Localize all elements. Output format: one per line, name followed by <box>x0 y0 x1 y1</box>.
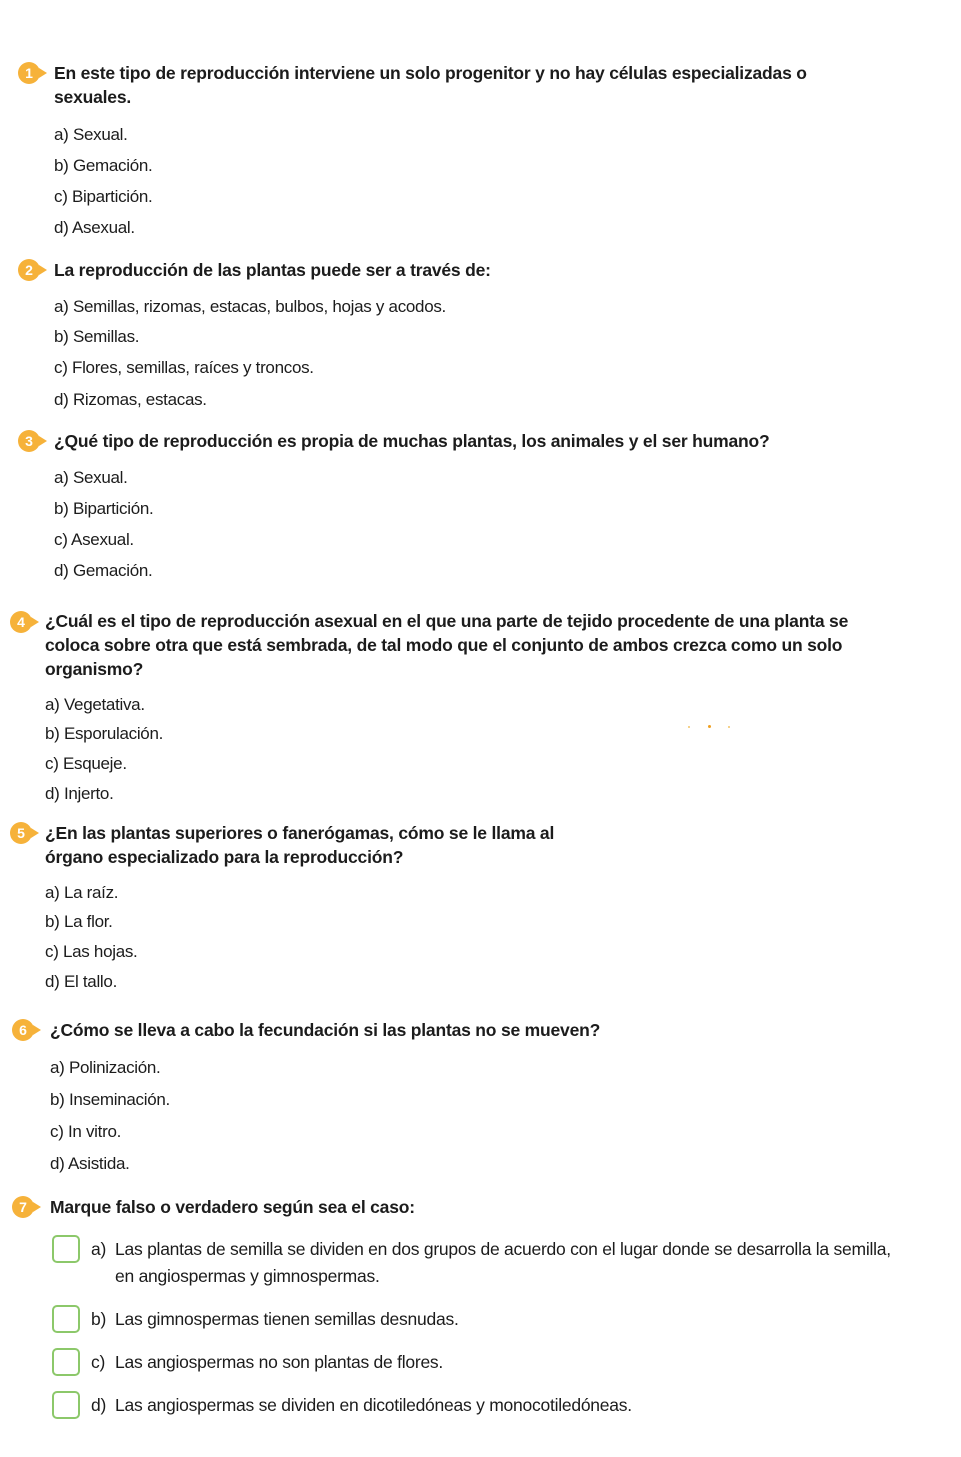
question-number-badge: 3 <box>18 430 40 452</box>
question-text: ¿Cómo se lleva a cabo la fecundación si las plantas no se mueven? <box>50 1020 601 1040</box>
question-number-badge: 7 <box>12 1196 34 1218</box>
option: b) Inseminación. <box>50 1090 170 1109</box>
option: d) Rizomas, estacas. <box>54 390 207 409</box>
option: b) Semillas. <box>54 327 140 346</box>
question-text: ¿Cuál es el tipo de reproducción asexual en el que una parte de tejido procedente de una planta se coloca sobre otra que está sembrada, de tal modo que el conjunto de ambos crezca como un solo organismo? <box>45 611 849 679</box>
true-false-checkbox-c[interactable] <box>52 1348 80 1376</box>
option: b) La flor. <box>45 912 113 931</box>
option: c) Las hojas. <box>45 942 138 961</box>
question-number-badge: 6 <box>12 1019 34 1041</box>
item-label: a) <box>91 1239 107 1259</box>
option: c) In vitro. <box>50 1122 122 1141</box>
question-number-badge: 4 <box>10 611 32 633</box>
option: d) Gemación. <box>54 561 153 580</box>
question-number-badge: 2 <box>18 259 40 281</box>
item-label: b) <box>91 1309 107 1329</box>
question-number-badge: 5 <box>10 822 32 844</box>
option: d) Injerto. <box>45 784 114 803</box>
option: a) Polinización. <box>50 1058 161 1077</box>
true-false-checkbox-b[interactable] <box>52 1305 80 1333</box>
question-text: La reproducción de las plantas puede ser a través de: <box>54 260 491 280</box>
true-false-item-d <box>91 1392 911 1419</box>
option: c) Esqueje. <box>45 754 127 773</box>
true-false-item-b <box>91 1306 911 1333</box>
true-false-item-a <box>91 1236 911 1290</box>
option: c) Asexual. <box>54 530 134 549</box>
question-text: ¿En las plantas superiores o fanerógamas, cómo se le llama al órgano especializado para la reproducción? <box>45 823 555 867</box>
option: c) Bipartición. <box>54 187 153 206</box>
question-number-badge: 1 <box>18 62 40 84</box>
question-text: En este tipo de reproducción interviene un solo progenitor y no hay células especializadas o sexuales. <box>54 63 807 107</box>
option: b) Esporulación. <box>45 724 164 743</box>
option: a) Sexual. <box>54 125 128 144</box>
option: b) Gemación. <box>54 156 153 175</box>
question-text: ¿Qué tipo de reproducción es propia de muchas plantas, los animales y el ser humano? <box>54 431 770 451</box>
option: d) El tallo. <box>45 972 117 991</box>
item-text: Las gimnospermas tienen semillas desnudas. <box>115 1309 459 1329</box>
true-false-checkbox-a[interactable] <box>52 1235 80 1263</box>
item-text: Las plantas de semilla se dividen en dos grupos de acuerdo con el lugar donde se desarrolla la semilla, en angiospermas y gimnospermas. <box>115 1239 891 1286</box>
item-label: d) <box>91 1395 107 1415</box>
decorative-dots <box>688 725 734 729</box>
option: d) Asistida. <box>50 1154 130 1173</box>
option: b) Bipartición. <box>54 499 154 518</box>
option: a) La raíz. <box>45 883 119 902</box>
option: a) Sexual. <box>54 468 128 487</box>
item-text: Las angiospermas se dividen en dicotiledóneas y monocotiledóneas. <box>115 1395 632 1415</box>
true-false-item-c <box>91 1349 911 1376</box>
option: a) Vegetativa. <box>45 695 145 714</box>
item-text: Las angiospermas no son plantas de flores. <box>115 1352 444 1372</box>
item-label: c) <box>91 1352 106 1372</box>
option: d) Asexual. <box>54 218 135 237</box>
true-false-checkbox-d[interactable] <box>52 1391 80 1419</box>
option: c) Flores, semillas, raíces y troncos. <box>54 358 314 377</box>
question-text: Marque falso o verdadero según sea el caso: <box>50 1197 415 1217</box>
option: a) Semillas, rizomas, estacas, bulbos, hojas y acodos. <box>54 297 446 316</box>
